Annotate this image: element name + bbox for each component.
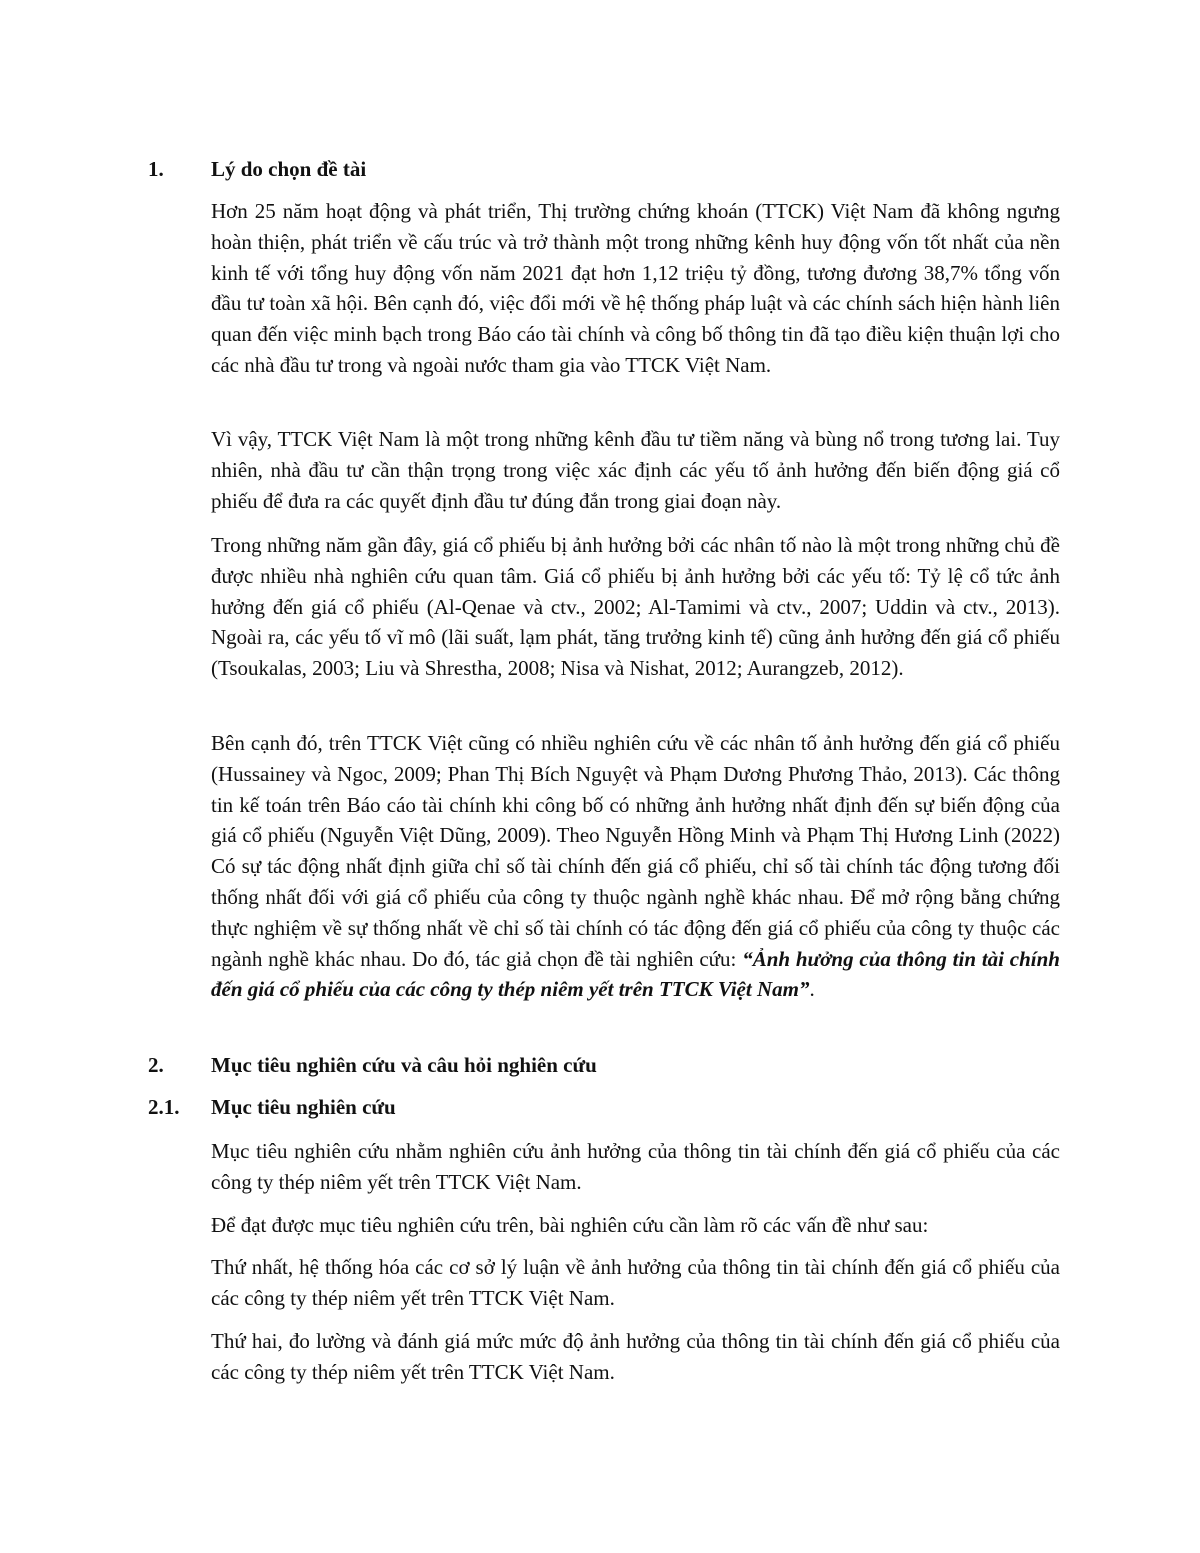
- paragraph: Vì vậy, TTCK Việt Nam là một trong những kênh đầu tư tiềm năng và bùng nổ trong tương lai. Tuy nhiên, nhà đầu tư cần thận trọng trong việc xác định các yếu tố ảnh hưởng đến biến động giá cổ phiếu để đưa ra các quyết định đầu tư đúng đắn trong giai đoạn này.: [211, 427, 1060, 513]
- paragraph: [211, 728, 1060, 1005]
- paragraph: Thứ nhất, hệ thống hóa các cơ sở lý luận về ảnh hưởng của thông tin tài chính đến giá cổ phiếu của các công ty thép niêm yết trên TTCK Việt Nam.: [211, 1255, 1060, 1310]
- section-title: Lý do chọn đề tài: [211, 157, 367, 181]
- paragraph: Trong những năm gần đây, giá cổ phiếu bị ảnh hưởng bởi các nhân tố nào là một trong những chủ đề được nhiều nhà nghiên cứu quan tâm. Giá cổ phiếu bị ảnh hưởng bởi các yếu tố: Tỷ lệ cổ tức ảnh hưởng đến giá cổ phiếu (Al-Qenae và ctv., 2002; Al-Tamimi và ctv., 2007; Uddin và ctv., 2013). Ngoài ra, các yếu tố vĩ mô (lãi suất, lạm phát, tăng trưởng kinh tế) cũng ảnh hưởng đến giá cổ phiếu (Tsoukalas, 2003; Liu và Shrestha, 2008; Nisa và Nishat, 2012; Aurangzeb, 2012).: [211, 533, 1060, 681]
- paragraph: Hơn 25 năm hoạt động và phát triển, Thị trường chứng khoán (TTCK) Việt Nam đã không ngưng hoàn thiện, phát triển về cấu trúc và trở thành một trong những kênh huy động vốn tốt nhất của nền kinh tế với tổng huy động vốn năm 2021 đạt hơn 1,12 triệu tỷ đồng, tương đương 38,7% tổng vốn đầu tư toàn xã hội. Bên cạnh đó, việc đổi mới về hệ thống pháp luật và các chính sách hiện hành liên quan đến việc minh bạch trong Báo cáo tài chính và công bố thông tin đã tạo điều kiện thuận lợi cho các nhà đầu tư trong và ngoài nước tham gia vào TTCK Việt Nam.: [211, 199, 1060, 377]
- paragraph-text: Bên cạnh đó, trên TTCK Việt cũng có nhiều nghiên cứu về các nhân tố ảnh hưởng đến giá cổ phiếu (Hussainey và Ngoc, 2009; Phan Thị Bích Nguyệt và Phạm Dương Phương Thảo, 2013). Các thông tin kế toán trên Báo cáo tài chính khi công bố có những ảnh hưởng nhất định đến sự biến động của giá cổ phiếu (Nguyễn Việt Dũng, 2009). Theo Nguyễn Hồng Minh và Phạm Thị Hương Linh (2022) Có sự tác động nhất định giữa chỉ số tài chính đến giá cổ phiếu, chỉ số tài chính tác động tương đối thống nhất đối với giá cổ phiếu của công ty thuộc ngành nghề khác nhau. Để mở rộng bằng chứng thực nghiệm về sự thống nhất về chỉ số tài chính có tác động đến giá cổ phiếu của công ty thuộc các ngành nghề khác nhau. Do đó, tác giả chọn đề tài nghiên cứu:: [211, 731, 1060, 971]
- section-title: Mục tiêu nghiên cứu và câu hỏi nghiên cứu: [211, 1053, 597, 1077]
- section-number: 2.1.: [148, 1095, 180, 1119]
- paragraph: Thứ hai, đo lường và đánh giá mức mức độ ảnh hưởng của thông tin tài chính đến giá cổ phiếu của các công ty thép niêm yết trên TTCK Việt Nam.: [211, 1329, 1060, 1384]
- research-topic-title: “Ảnh hưởng của thông tin tài chính đến giá cổ phiếu của các công ty thép niêm yết trên TTCK Việt Nam”: [211, 946, 1060, 1002]
- section-2-heading: [148, 1050, 1060, 1080]
- section-number: 1.: [148, 157, 164, 181]
- section-number: 2.: [148, 1053, 164, 1077]
- section-1-heading: [148, 154, 1060, 184]
- section-title: Mục tiêu nghiên cứu: [211, 1095, 396, 1119]
- section-2-1-heading: [148, 1092, 1060, 1122]
- paragraph-end: .: [809, 977, 815, 1002]
- paragraph: Để đạt được mục tiêu nghiên cứu trên, bài nghiên cứu cần làm rõ các vấn đề như sau:: [211, 1213, 929, 1237]
- paragraph: Mục tiêu nghiên cứu nhằm nghiên cứu ảnh hưởng của thông tin tài chính đến giá cổ phiếu của các công ty thép niêm yết trên TTCK Việt Nam.: [211, 1139, 1060, 1194]
